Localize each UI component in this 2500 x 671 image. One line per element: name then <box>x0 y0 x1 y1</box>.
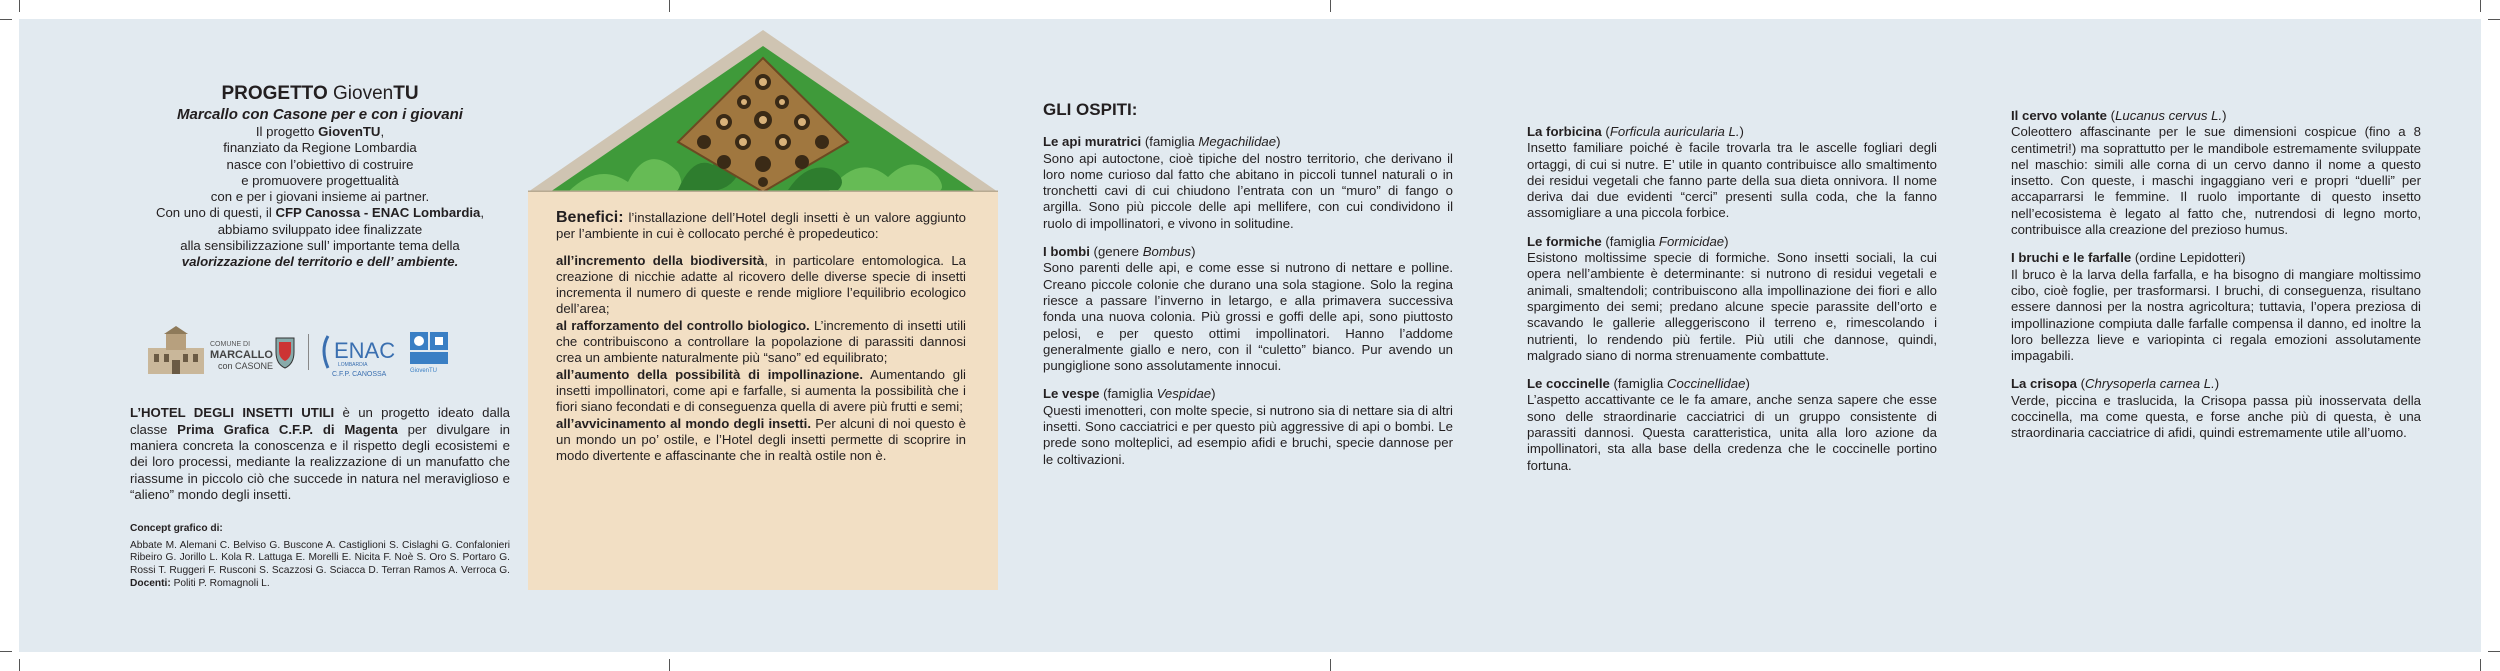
guest-name: I bruchi e le farfalle <box>2011 250 2132 266</box>
guest-taxon: Megachilidae <box>1198 134 1277 150</box>
guest-name: Le coccinelle <box>1527 376 1610 392</box>
guest-taxon-prefix: (famiglia <box>1609 376 1667 392</box>
text-run: nasce con l’obiettivo di costruire <box>226 156 414 172</box>
guest-heading <box>1043 386 1453 402</box>
guest-taxon-suffix: ) <box>2214 376 2220 392</box>
crop-mark <box>2480 0 2481 12</box>
guest-name: Le vespe <box>1043 386 1100 402</box>
guest-name: La crisopa <box>2011 376 2077 392</box>
guests-column-1 <box>1043 102 1453 480</box>
concept-heading: Concept grafico di: <box>130 523 223 534</box>
crop-mark <box>2480 659 2481 671</box>
guest-taxon-prefix: (ordine Lepidotteri) <box>2131 250 2246 266</box>
guest-description: Il bruco è la larva della farfalla, e ha bisogno di mangiare moltissimo cibo, cioè foglie, per trasformarsi. I bruchi, di conseguenza, risultano essere dannosi per la nostra agricoltura; tuttavia, l’opera preziosa di impollinazione compiuta dalle farfalle compensa il danno, ed inoltre la loro bellezza lieve e variopinta ci regala emozioni assolutamente impagabili. <box>2011 266 2421 364</box>
guests-column-3 <box>2011 108 2421 454</box>
guest-list <box>1527 124 1937 474</box>
text-run: è un progetto ideato dalla classe <box>130 405 510 437</box>
text-run: all’avvicinamento al mondo degli insetti. <box>556 415 811 431</box>
guest-entry <box>2011 108 2421 238</box>
fold-mark <box>1330 0 1331 12</box>
fold-mark <box>669 659 670 671</box>
text-run: finanziato da Regione Lombardia <box>223 140 417 156</box>
text-run: valorizzazione del territorio e dell’ ambiente. <box>181 254 459 270</box>
guest-name: I bombi <box>1043 244 1090 260</box>
guest-entry <box>1043 244 1453 374</box>
text-run: Abbate M. Alemani C. Belviso G. Buscone A. Castiglioni S. Cislaghi G. Confalonieri Ribeiro G. Jorillo L. Kola R. Lattuga E. Morelli E. Nicita F. Noè S. Oro S. Portaro G. Rossi T. Ruggeri F. Rusconi S. Scazzosi G. Sciacca D. Terran Ramos A. Verroca G. <box>130 539 510 577</box>
text-run: GiovenTU <box>318 124 381 139</box>
text-run: alla sensibilizzazione sull’ importante tema della <box>180 238 460 254</box>
guest-name: Il cervo volante <box>2011 108 2108 123</box>
text-run: all’incremento della biodiversità <box>556 252 765 268</box>
text-run: e promuovere progettualità <box>241 172 399 188</box>
enac-swoosh-icon <box>324 336 328 368</box>
benefits-intro <box>556 210 966 243</box>
guests-title: GLI OSPITI: <box>1043 100 1138 119</box>
enac-logo-name: ENAC <box>334 338 396 363</box>
project-title: PROGETTO GiovenTU <box>221 83 419 104</box>
fold-mark <box>669 0 670 12</box>
guest-name: La forbicina <box>1527 124 1602 139</box>
guest-entry <box>2011 376 2421 441</box>
text-run: con e per i giovani insieme ai partner. <box>210 189 430 205</box>
guest-taxon-suffix: ) <box>1745 376 1750 392</box>
guest-heading <box>1527 234 1937 250</box>
crop-mark <box>19 659 20 671</box>
guest-description: L’aspetto accattivante ce le fa amare, anche senza sapere che esse sono delle straordinarie cacciatrici di un gruppo consistente di parassiti dannosi. Questa caratteristica, unita alla loro azione da impollinatori, sta alla base della credenza che le coccinelle portino fortuna. <box>1527 392 1937 473</box>
text-run: Benefici: <box>556 209 624 226</box>
guest-taxon-suffix: ) <box>1191 244 1196 260</box>
guest-taxon: Lucanus cervus L. <box>2115 108 2223 123</box>
guest-heading <box>1527 376 1937 392</box>
text-run: L’HOTEL DEGLI INSETTI UTILI <box>130 405 335 421</box>
guest-taxon: Bombus <box>1142 244 1192 260</box>
concept-names <box>130 540 510 591</box>
guest-heading <box>2011 108 2421 124</box>
enac-logo-region: LOMBARDIA <box>338 362 368 368</box>
text-run: abbiamo sviluppato idee finalizzate <box>217 221 423 237</box>
text-run: all’aumento della possibilità di impollinazione. <box>556 366 863 382</box>
guest-entry <box>1043 134 1453 232</box>
gioventu-logo-label: GiovenTU <box>410 368 438 374</box>
logo-strip <box>140 324 500 379</box>
guest-taxon: Chrysoperla carnea L. <box>2085 376 2215 392</box>
crop-mark <box>2488 19 2500 20</box>
text-run: , in particolare entomologica. La creazione di nicchie adatte al ricovero delle diverse specie di insetti incrementa il numero di queste e rende migliore l’equilibrio ecologico dell’area; <box>556 252 966 317</box>
guest-list <box>1043 134 1453 468</box>
guest-description: Sono parenti delle api, e come esse si nutrono di nettare e polline. Creano piccole colonie che durano una sola stagione. Solo la regina riesce a passare l’inverno in letargo, e alla primavera successiva fonda una nuova colonia. Più grossi e goffi delle api, sono piuttosto pelosi, e per questo ottimi impollinatori. Hanno l’addome generalmente giallo e nero, con il “culetto” bianco. Pur avendo un pungiglione sono assolutamente innocui. <box>1043 260 1453 374</box>
guest-taxon-suffix: ) <box>1739 124 1744 139</box>
guest-taxon-prefix: (famiglia <box>1601 233 1659 249</box>
guest-heading <box>2011 250 2421 266</box>
guest-taxon-prefix: ( <box>2107 108 2116 123</box>
text-run: Per alcuni di noi questo è un mondo un po’ ostile, e l’Hotel degli insetti permette di scoprire in modo divertente e affascinante che in realtà ostile non è. <box>556 415 966 464</box>
text-run: l’installazione dell’Hotel degli insetti è un valore aggiunto per l’ambiente in cui è collocato perché è propedeutico: <box>556 210 966 242</box>
marcallo-logo-top: COMUNE DI <box>210 341 251 348</box>
guest-taxon: Coccinellidae <box>1667 376 1746 392</box>
project-description <box>130 124 510 271</box>
gioventu-logo-icon <box>410 332 448 364</box>
guest-taxon: Vespidae <box>1156 386 1212 402</box>
text-run: per divulgare in maniera concreta la conoscenza e il rispetto degli ecosistemi e dei loro processi, mediante la realizzazione di un manufatto che riassume in piccolo ciò che succede in natura nel meraviglioso e “alieno” mondo degli insetti. <box>130 421 510 503</box>
text-run: , <box>380 124 385 139</box>
text-run: Docenti: <box>130 577 171 589</box>
project-subtitle: Marcallo con Casone per e con i giovani <box>177 106 463 123</box>
crop-mark <box>2488 651 2500 652</box>
benefits-list <box>556 253 966 465</box>
text-run: Prima Grafica C.F.P. di Magenta <box>177 421 398 437</box>
guest-taxon-suffix: ) <box>1276 134 1281 150</box>
text-run: Politi P. Romagnoli L. <box>170 577 270 589</box>
guest-description: Questi imenotteri, con molte specie, si nutrono sia di nettare sia di altri insetti. Sono cacciatrici e per questo più aggressive di api o bombi. Le prede sono molteplici, ad esempio afidi e bruchi, specie dannose per le coltivazioni. <box>1043 402 1453 467</box>
guest-taxon-suffix: ) <box>2222 108 2227 123</box>
guest-description: Verde, piccina e traslucida, la Crisopa passa più inosservata della coccinella, ma come questa, e forse anche più di questa, è una straordinaria cacciatrice di afidi, quindi estremamente utile all’uomo. <box>2011 392 2421 441</box>
guest-heading <box>1043 244 1453 260</box>
guest-name: Le formiche <box>1527 233 1602 249</box>
guest-entry <box>1527 376 1937 474</box>
guest-entry <box>1043 386 1453 467</box>
benefits-panel <box>556 210 966 468</box>
text-run: L’incremento di insetti utili che contribuiscono a controllare la popolazione di parassiti dannosi crea un ambiente naturalmente più “sano” ed equilibrato; <box>556 317 966 366</box>
guest-taxon-prefix: ( <box>1601 124 1610 139</box>
guests-column-2 <box>1527 124 1937 486</box>
guest-heading <box>1043 134 1453 150</box>
guest-description: Coleottero affascinante per le sue dimensioni cospicue (fino a 8 centimetri!) ma soprattutto per le mandibole estremamente sviluppate nel maschio: simili alle corna di un cervo danno il nome a questo insetto. Con queste, i maschi ingaggiano veri e propri “duelli” per accaparrarsi le femmine. Il ruolo importante di questo insetto nell’ecosistema è legato al fatto che, nutrendosi di legno morto, contribuisce alla creazione del prezioso humus. <box>2011 124 2421 238</box>
text-run: Aumentando gli insetti impollinatori, come api e farfalle, si aumenta la possibilità che i fiori siano fecondati e di conseguenza quella di avere più frutti e semi; <box>556 366 966 415</box>
hotel-description <box>130 405 510 503</box>
text-run: al rafforzamento del controllo biologico. <box>556 317 810 333</box>
guest-heading <box>1527 124 1937 140</box>
guest-name: Le api muratrici <box>1043 134 1142 150</box>
guest-entry <box>1527 234 1937 364</box>
partner-logos <box>140 324 500 379</box>
marcallo-logo-sub: con CASONE <box>218 361 274 371</box>
text-run: Con uno di questi, il <box>155 205 276 221</box>
guest-taxon-suffix: ) <box>1211 386 1216 402</box>
guest-entry <box>1527 124 1937 222</box>
enac-logo-sub: C.F.P. CANOSSA <box>332 371 387 378</box>
marcallo-building-icon <box>148 326 204 374</box>
guest-taxon-prefix: (genere <box>1089 244 1143 260</box>
guest-taxon-prefix: ( <box>2076 376 2086 392</box>
guest-description: Sono api autoctone, cioè tipiche del nostro territorio, che derivano il loro nome curioso dal fatto che abitano in piccoli tunnel naturali o in tronchetti cavi di cui chiudono l’entrata con un “muro” di fango o argilla. Sono più piccole delle api mellifere, con cui condividono il ruolo di impollinatori, e vivono in solitudine. <box>1043 150 1453 231</box>
crop-mark <box>19 0 20 12</box>
guest-description: Insetto familiare poiché è facile trovarla tra le ascelle fogliari degli ortaggi, di cui si nutre. E’ utile in quanto contribuisce allo smaltimento dei residui vegetali che fanno parte della sua dieta onnivora. Il nome deriva dai due evidenti “cerci” presenti sulla coda, che la fanno assomigliare a una piccola forbice. <box>1527 140 1937 221</box>
guest-taxon-prefix: (famiglia <box>1099 386 1157 402</box>
project-intro <box>130 82 510 271</box>
guest-list <box>2011 108 2421 442</box>
concept-credits <box>130 523 510 591</box>
fold-mark <box>1330 659 1331 671</box>
guest-entry <box>2011 250 2421 364</box>
guest-heading <box>2011 376 2421 392</box>
marcallo-logo-name: MARCALLO <box>210 349 273 361</box>
guest-taxon: Forficula auricularia L. <box>1609 124 1740 139</box>
logo-divider <box>308 334 309 370</box>
coat-of-arms-icon <box>276 338 294 368</box>
crop-mark <box>0 651 12 652</box>
text-run: Il progetto <box>255 124 319 139</box>
text-run: , <box>480 205 485 221</box>
text-run: CFP Canossa - ENAC Lombardia <box>275 205 481 221</box>
guest-taxon-prefix: (famiglia <box>1141 134 1199 150</box>
crop-mark <box>0 19 12 20</box>
guest-description: Esistono moltissime specie di formiche. Sono insetti sociali, la cui opera nell’ambiente è determinante: si nutrono di residui vegetali e animali, smaltendoli; contribuiscono alla impollinazione dei fiori e allo spargimento dei semi; predano alcune specie parassite dell’orto e scavando le gallerie alleggeriscono il terreno e, rimescolando i nutrienti, lo rendendo più fertile. Più utili che dannose, quindi, malgrado siano di norma strenuamente combattute. <box>1527 250 1937 363</box>
guest-taxon-suffix: ) <box>1724 233 1729 249</box>
guest-taxon: Formicidae <box>1658 233 1725 249</box>
